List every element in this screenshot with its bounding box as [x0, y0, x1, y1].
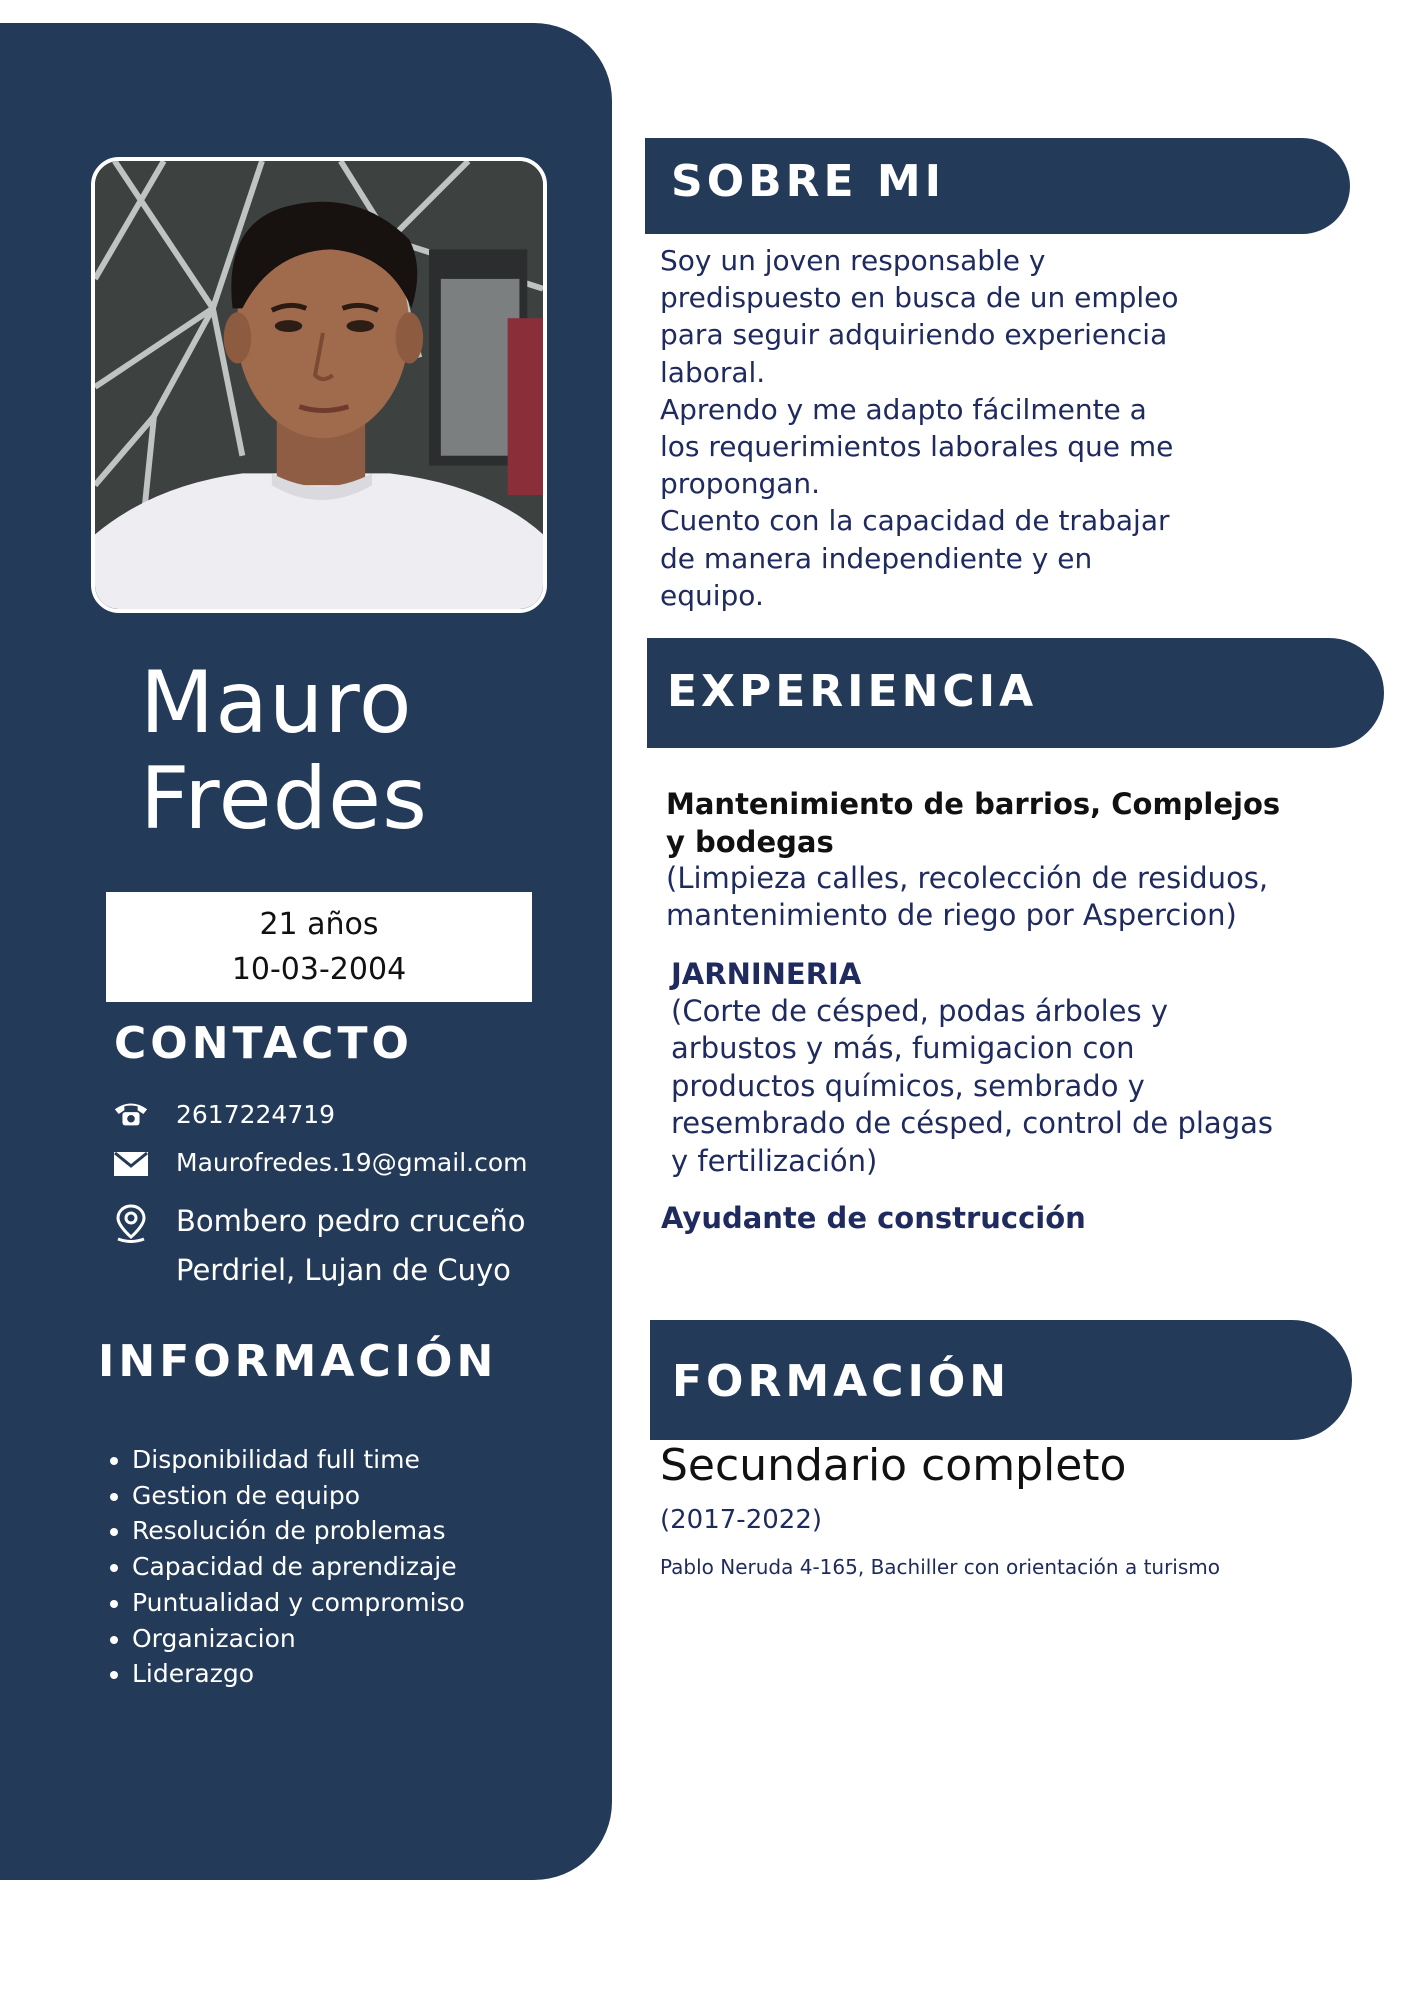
address-line-2: Perdriel, Lujan de Cuyo	[176, 1253, 511, 1287]
job1-title-line2: y bodegas	[666, 825, 834, 859]
list-item: Gestion de equipo	[108, 1478, 465, 1514]
full-name	[140, 655, 580, 847]
job3-title: Ayudante de construcción	[661, 1201, 1086, 1235]
profile-photo	[91, 157, 547, 613]
email-address[interactable]: Maurofredes.19@gmail.com	[176, 1148, 528, 1177]
address-row	[112, 1202, 150, 1244]
first-name: Mauro	[140, 653, 413, 753]
about-line: Soy un joven responsable y	[660, 244, 1046, 277]
about-line: de manera independiente y en	[660, 541, 1093, 575]
mail-icon	[112, 1146, 150, 1182]
education-header-bar	[650, 1320, 1352, 1440]
about-line: propongan.	[660, 467, 821, 501]
job2-desc-line: y fertilización)	[671, 1144, 878, 1178]
job1-title-line1: Mantenimiento de barrios, Complejos	[666, 787, 1281, 821]
about-line: laboral.	[660, 355, 766, 389]
education-years: (2017-2022)	[660, 1505, 823, 1535]
address-line-1: Bombero pedro cruceño	[176, 1204, 526, 1238]
job1-desc-line1: (Limpieza calles, recolección de residuos,	[666, 861, 1269, 895]
info-heading: INFORMACIÓN	[98, 1336, 498, 1387]
about-heading: SOBRE MI	[671, 156, 946, 207]
education-school: Pablo Neruda 4-165, Bachiller con orientación a turismo	[660, 1555, 1220, 1579]
age-box	[106, 892, 532, 1002]
phone-row	[112, 1096, 150, 1132]
age: 21 años	[259, 907, 379, 942]
list-item: Puntualidad y compromiso	[108, 1585, 465, 1621]
about-text	[660, 242, 1220, 614]
experience-header-bar	[647, 638, 1384, 748]
list-item: Resolución de problemas	[108, 1513, 465, 1549]
job2-desc-line: arbustos y más, fumigacion con	[671, 1031, 1135, 1065]
job2-desc-line: (Corte de césped, podas árboles y	[671, 994, 1169, 1028]
about-line: los requerimientos laborales que me	[660, 430, 1174, 464]
education-title: Secundario completo	[660, 1440, 1127, 1491]
list-item: Capacidad de aprendizaje	[108, 1549, 465, 1585]
job2-desc-line: resembrado de césped, control de plagas	[671, 1106, 1273, 1140]
contact-heading: CONTACTO	[114, 1018, 413, 1069]
list-item: Liderazgo	[108, 1656, 465, 1692]
about-line: equipo.	[660, 578, 764, 612]
education-heading: FORMACIÓN	[672, 1356, 1011, 1407]
about-line: Cuento con la capacidad de trabajar	[660, 504, 1170, 538]
about-line: predispuesto en busca de un empleo	[660, 281, 1179, 315]
experience-heading: EXPERIENCIA	[667, 666, 1038, 717]
about-line: Aprendo y me adapto fácilmente a	[660, 392, 1147, 426]
list-item: Disponibilidad full time	[108, 1442, 465, 1478]
job1-desc-line2: mantenimiento de riego por Aspercion)	[666, 898, 1237, 932]
list-item: Organizacion	[108, 1621, 465, 1657]
phone-number[interactable]: 2617224719	[176, 1100, 336, 1129]
location-pin-icon	[112, 1202, 150, 1244]
phone-icon	[112, 1096, 150, 1132]
about-line: para seguir adquiriendo experiencia	[660, 318, 1168, 352]
job2-desc-line: productos químicos, sembrado y	[671, 1069, 1145, 1103]
job2-title: JARNINERIA	[671, 957, 862, 991]
info-list	[108, 1442, 465, 1692]
about-header-bar	[645, 138, 1350, 234]
email-row	[112, 1146, 150, 1182]
birth-date: 10-03-2004	[231, 952, 407, 987]
last-name: Fredes	[140, 749, 428, 849]
